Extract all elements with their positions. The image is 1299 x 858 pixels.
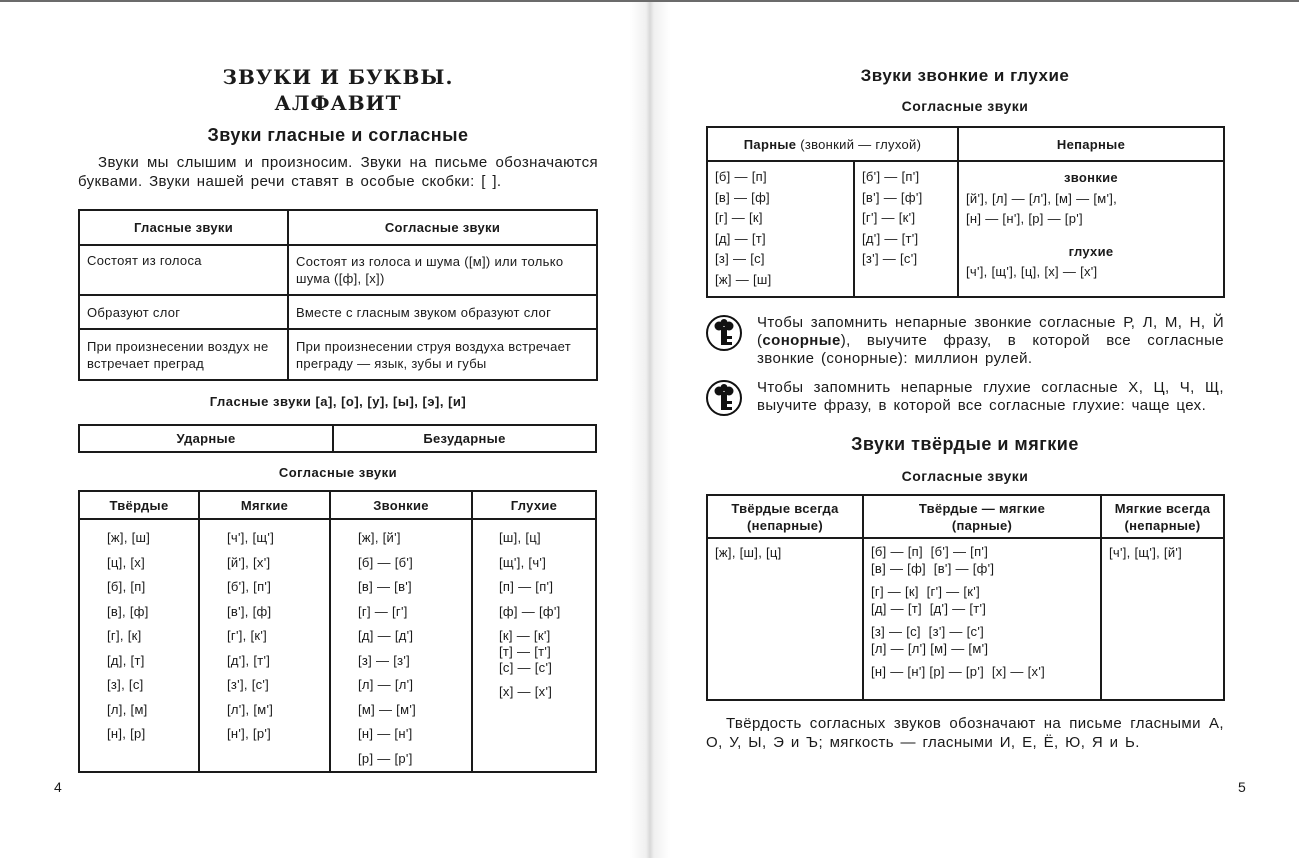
sound-item: [499, 628, 595, 676]
sound-item: [л], [м]: [107, 701, 148, 717]
table-header: Твёрдые — мягкие (парные): [863, 495, 1101, 538]
sound-item: [г] — [к]: [715, 210, 763, 225]
pair-line: [в] — [ф] [в'] — [ф']: [871, 560, 995, 576]
sound-item: [ж] — [ш]: [715, 271, 772, 287]
sound-item: [л] — [л']: [358, 677, 414, 692]
title-line-2: АЛФАВИТ: [274, 91, 402, 115]
sound-item: [л'], [м']: [227, 701, 274, 717]
sound-item: [й'], [х']: [227, 554, 271, 570]
table-header: Ударные: [79, 425, 333, 452]
mnemonic-note-voiceless: Чтобы запомнить непарные глухие согласные Х, Ц, Ч, Щ, выучите фразу, в которой все согласные глухие: чаще цех.: [757, 379, 1224, 414]
voiced-label: звонкие: [1064, 170, 1118, 185]
sound-item: [з], [с]: [107, 677, 144, 692]
sound-item: [д] — [т]: [715, 230, 766, 246]
table-header: [707, 127, 958, 161]
table-cell: Состоят из голоса: [79, 245, 288, 295]
sound-item: [в] — [ф]: [715, 189, 770, 205]
sound-item: [ж], [й']: [358, 530, 401, 545]
consonants-heading: Согласные звуки: [278, 465, 398, 480]
unpaired-cell: [958, 161, 1224, 297]
mnemonic-note-sonorant: [757, 314, 1224, 368]
sound-item: [г'] — [к']: [862, 210, 916, 225]
sound-item: [в], [ф]: [107, 603, 149, 619]
page-number: 4: [54, 779, 62, 795]
sound-item: [с] — [с']: [499, 660, 553, 675]
sound-item: [г], [к]: [107, 628, 142, 643]
voiced-voiceless-table: [706, 126, 1225, 298]
table-header: Непарные: [958, 127, 1224, 161]
title-line-1: ЗВУКИ И БУКВЫ.: [222, 65, 454, 89]
closing-paragraph: Твёрдость согласных звуков обозначают на письме гласными А, О, У, Ы, Э и Ъ; мягкость — гласными И, Е, Ё, Ю, Я и Ь.: [706, 715, 1224, 751]
table-header: Звонкие: [330, 491, 472, 519]
pair-line: [з] — [с] [з'] — [с']: [871, 624, 985, 639]
always-hard-cell: [ж], [ш], [ц]: [707, 538, 863, 700]
voiceless-column: [472, 519, 596, 772]
note-text: Чтобы запомнить непарные звонкие согласные Р, Л, М, Н, Й (: [757, 314, 1224, 349]
always-soft-cell: [ч'], [щ'], [й']: [1101, 538, 1224, 700]
sound-item: [в'] — [ф']: [862, 189, 923, 205]
sound-item: [щ'], [ч']: [499, 554, 547, 570]
hard-soft-table: [706, 494, 1225, 701]
page-title: [78, 64, 598, 116]
table-header: Твёрдые: [79, 491, 199, 519]
sound-item: [п] — [п']: [499, 579, 554, 594]
sound-item: [д'] — [т']: [862, 230, 919, 246]
sound-item: [в'], [ф]: [227, 603, 272, 619]
vowels-consonants-table: [78, 209, 598, 381]
sound-item: [ч'], [щ']: [227, 530, 275, 545]
sound-item: [х] — [х']: [499, 684, 553, 699]
subheading: Согласные звуки: [901, 98, 1029, 114]
stress-table: [78, 424, 597, 453]
sound-item: [в] — [в']: [358, 579, 412, 594]
pair-line: [л] — [л'] [м] — [м']: [871, 640, 989, 656]
table-cell: Состоят из голоса и шума ([м]) или только шума ([ф], [х]): [288, 245, 597, 295]
sound-item: [м] — [м']: [358, 701, 417, 717]
sound-item: [ш], [ц]: [499, 530, 541, 545]
header-note: (звонкий — глухой): [800, 136, 922, 152]
sound-item: [д] — [д']: [358, 628, 414, 643]
sound-item: [з] — [з']: [358, 652, 411, 668]
table-header: Согласные звуки: [288, 210, 597, 245]
table-header: Безударные: [333, 425, 596, 452]
table-header: Глухие: [472, 491, 596, 519]
sound-item: [д'], [т']: [227, 652, 271, 668]
pair-line: [б] — [п] [б'] — [п']: [871, 544, 989, 559]
table-cell: Образуют слог: [79, 295, 288, 329]
table-cell: Вместе с гласным звуком образуют слог: [288, 295, 597, 329]
subheading: Согласные звуки: [901, 468, 1029, 484]
pair-group: [871, 544, 1093, 577]
table-header: Мягкие: [199, 491, 330, 519]
paired-soft-column: [854, 161, 958, 297]
voiced-line: [й'], [л] — [л'], [м] — [м'],: [966, 190, 1118, 206]
sound-item: [д], [т]: [107, 652, 145, 668]
sound-item: [г'], [к']: [227, 628, 268, 643]
table-header: Мягкие всегда (непарные): [1101, 495, 1224, 538]
sound-item: [н], [р]: [107, 726, 146, 741]
sound-item: [ж], [ш]: [107, 530, 151, 545]
sound-item: [г] — [г']: [358, 603, 408, 619]
intro-paragraph: Звуки мы слышим и произносим. Звуки на письме обозначаются буквами. Звуки нашей речи ставят в особые скобки: [ ].: [78, 154, 598, 190]
consonants-table: [78, 490, 597, 773]
key-icon: [706, 380, 742, 416]
pair-line: [н] — [н'] [р] — [р'] [х] — [х']: [871, 664, 1046, 679]
voiceless-label: глухие: [1068, 243, 1114, 259]
hard-column: [79, 519, 199, 772]
pair-line: [д] — [т] [д'] — [т']: [871, 600, 987, 616]
paired-cell: [863, 538, 1101, 700]
note-bold: сонорные: [762, 332, 841, 349]
table-header: Твёрдые всегда (непарные): [707, 495, 863, 538]
sound-item: [р] — [р']: [358, 750, 413, 766]
table-header: Гласные звуки: [79, 210, 288, 245]
sound-item: [б] — [б']: [358, 554, 414, 570]
note-text: ), выучите фразу, в которой все согласные звонкие (сонорные): миллион рулей.: [757, 332, 1224, 367]
sound-item: [б], [п]: [107, 579, 146, 594]
sound-item: [з] — [с]: [715, 251, 765, 266]
vowels-heading: Гласные звуки [а], [о], [у], [ы], [э], [и]: [209, 394, 467, 409]
table-cell: При произнесении воздух не встречает преград: [79, 329, 288, 380]
section-heading: Звуки звонкие и глухие: [860, 66, 1070, 85]
pair-group: [871, 624, 1093, 657]
pair-line: [г] — [к] [г'] — [к']: [871, 584, 980, 599]
section-heading: Звуки твёрдые и мягкие: [851, 434, 1079, 454]
sound-item: [з'], [с']: [227, 677, 270, 692]
voiced-column: [330, 519, 472, 772]
paired-hard-column: [707, 161, 854, 297]
header-bold: Парные: [743, 136, 797, 152]
sound-item: [к] — [к']: [499, 628, 551, 643]
table-cell: При произнесении струя воздуха встречает преграду — язык, зубы и губы: [288, 329, 597, 380]
pair-group: [871, 664, 1093, 681]
sound-item: [н] — [н']: [358, 726, 413, 741]
sound-item: [ф] — [ф']: [499, 603, 561, 619]
sound-item: [з'] — [с']: [862, 251, 918, 266]
sound-item: [б'] — [п']: [862, 169, 920, 184]
sound-item: [б'], [п']: [227, 579, 272, 594]
soft-column: [199, 519, 330, 772]
voiceless-line: [ч'], [щ'], [ц], [х] — [х']: [966, 264, 1098, 279]
sound-item: [ц], [х]: [107, 554, 146, 570]
sound-item: [т] — [т']: [499, 644, 552, 659]
sound-item: [н'], [р']: [227, 726, 272, 741]
voiced-line: [н] — [н'], [р] — [р']: [966, 211, 1083, 226]
sound-item: [б] — [п]: [715, 169, 767, 184]
section-heading: Звуки гласные и согласные: [207, 125, 469, 145]
page-number: 5: [1238, 779, 1246, 795]
book-gutter: [630, 2, 670, 858]
pair-group: [871, 584, 1093, 617]
key-icon: [706, 315, 742, 351]
